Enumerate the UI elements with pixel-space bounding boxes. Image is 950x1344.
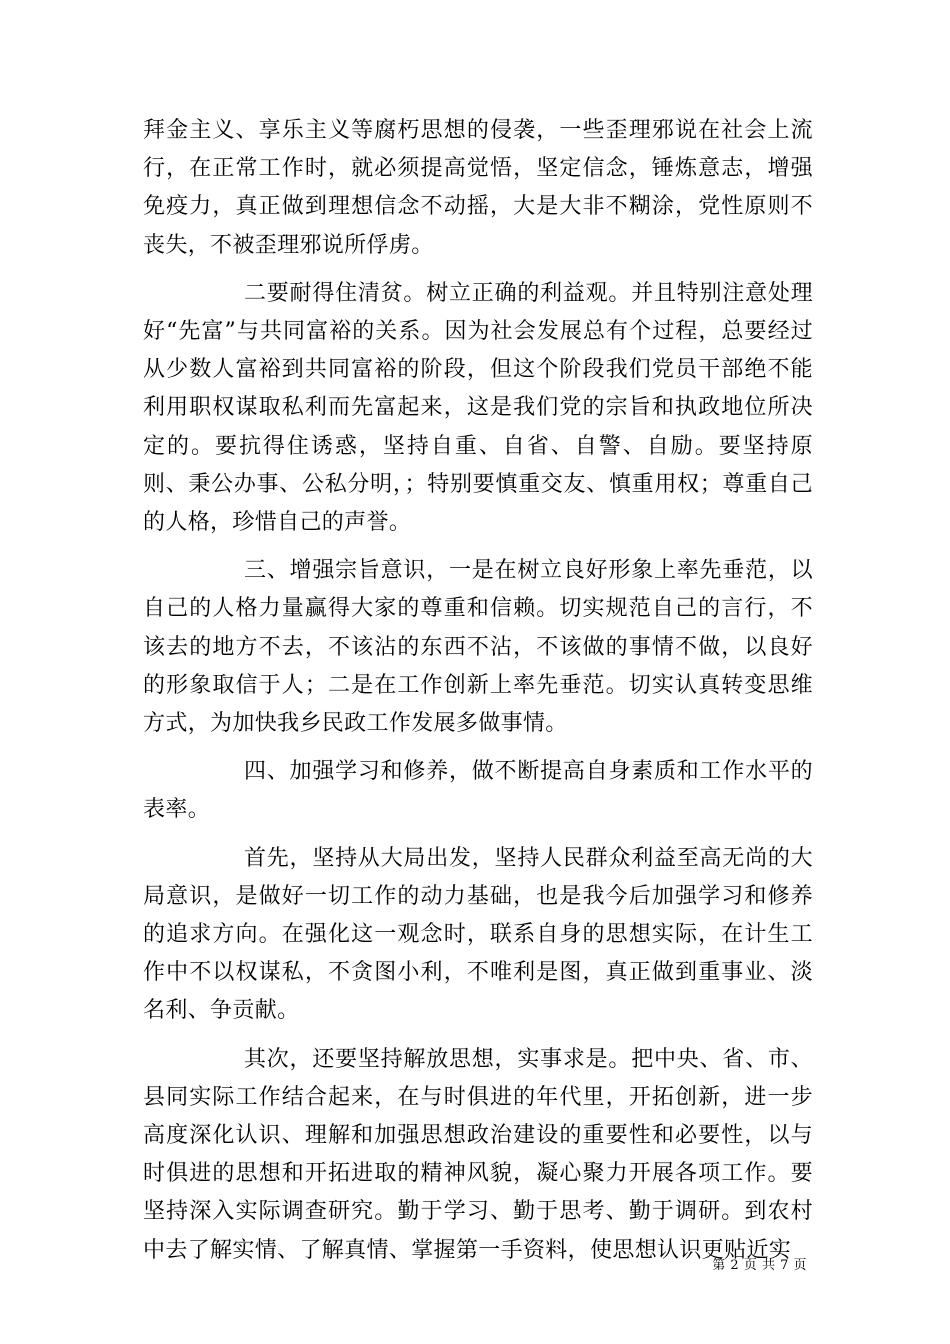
document-body	[143, 112, 813, 1280]
page-number: 第 2 页 共 7 页	[712, 1258, 807, 1273]
paragraph-purpose-awareness: 三、增强宗旨意识，一是在树立良好形象上率先垂范，以自己的人格力量赢得大家的尊重和信赖。切实规范自己的言行，不该去的地方不去，不该沾的东西不沾，不该做的事情不做，以良好的形象取信于人；二是在工作创新上率先垂范。切实认真转变思维方式，为加快我乡民政工作发展多做事情。	[143, 558, 813, 737]
paragraph-continuation: 拜金主义、享乐主义等腐朽思想的侵袭，一些歪理邪说在社会上流行，在正常工作时，就必须提高觉悟，坚定信念，锤炼意志，增强免疫力，真正做到理想信念不动摇，大是大非不糊涂，党性原则不丧失，不被歪理邪说所俘虏。	[143, 118, 813, 258]
paragraph-study-heading: 四、加强学习和修养，做不断提高自身素质和工作水平的表率。	[143, 759, 813, 823]
paragraph-second: 其次，还要坚持解放思想，实事求是。把中央、省、市、县同实际工作结合起来，在与时俱进的年代里，开拓创新，进一步高度深化认识、理解和加强思想政治建设的重要性和必要性，以与时俱进的思想和开拓进取的精神风貌，凝心聚力开展各项工作。要坚持深入实际调查研究。勤于学习、勤于思考、勤于调研。到农村中去了解实情、了解真情、掌握第一手资料，使思想认识更贴近实	[143, 1046, 813, 1263]
paragraph-endure-poverty: 二要耐得住清贫。树立正确的利益观。并且特别注意处理好“先富”与共同富裕的关系。因为社会发展总有个过程，总要经过从少数人富裕到共同富裕的阶段，但这个阶段我们党员干部绝不能利用职权谋取私利而先富起来，这是我们党的宗旨和执政地位所决定的。要抗得住诱惑，坚持自重、自省、自警、自励。要坚持原则、秉公办事、公私分明，；特别要慎重交友、慎重用权；尊重自己的人格，珍惜自己的声誉。	[143, 280, 813, 536]
paragraph-first: 首先，坚持从大局出发，坚持人民群众利益至高无尚的大局意识，是做好一切工作的动力基础，也是我今后加强学习和修养的追求方向。在强化这一观念时，联系自身的思想实际，在计生工作中不以权谋私，不贪图小利，不唯利是图，真正做到重事业、淡名利、争贡献。	[143, 845, 813, 1024]
